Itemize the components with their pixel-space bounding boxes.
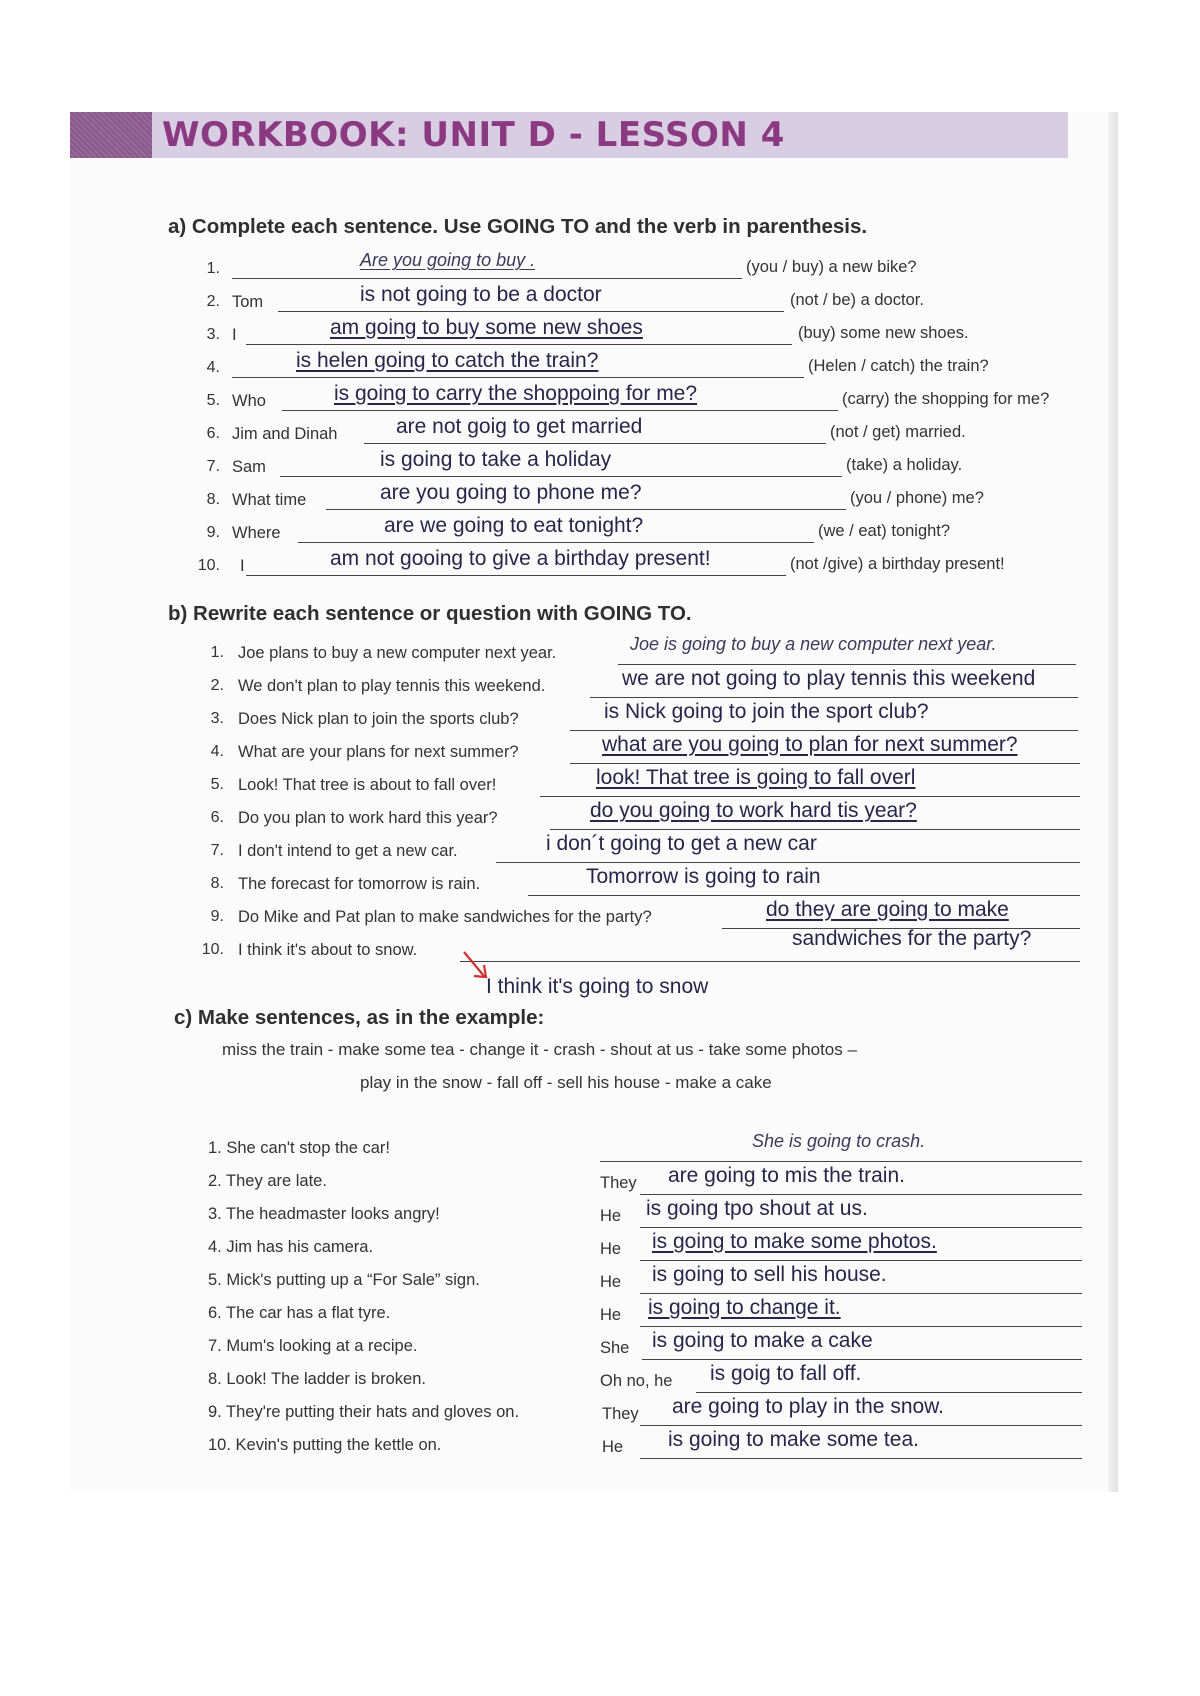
answer-line [246, 344, 792, 345]
section-b-heading: b) Rewrite each sentence or question with GOING TO. [168, 602, 692, 625]
original-sentence: The forecast for tomorrow is rain. [238, 875, 481, 893]
answer-line [232, 278, 742, 279]
handwritten-answer: sandwiches for the party? [792, 927, 1032, 950]
answer-line [496, 862, 1080, 863]
handwritten-answer: do you going to work hard tis year? [590, 799, 917, 822]
answer-line [640, 1458, 1082, 1459]
situation-prompt: 3. The headmaster looks angry! [208, 1205, 440, 1223]
answer-line [618, 664, 1076, 665]
verb-hint: (we / eat) tonight? [818, 522, 951, 540]
question-prefix: I [232, 326, 237, 344]
handwritten-answer: do they are going to make [766, 898, 1009, 921]
question-number: 1. [206, 260, 220, 277]
original-sentence: Do Mike and Pat plan to make sandwiches for the party? [238, 908, 652, 926]
verb-hint: (buy) some new shoes. [798, 324, 969, 342]
answer-line [246, 575, 786, 576]
handwritten-answer: is going to change it. [648, 1296, 841, 1319]
sentence-subject: He [600, 1207, 622, 1225]
sentence-subject: They [602, 1405, 639, 1423]
answer-line [528, 895, 1080, 896]
answer-line [550, 829, 1080, 830]
handwritten-answer: Tomorrow is going to rain [586, 865, 821, 888]
answer-line [642, 1359, 1082, 1360]
answer-line [640, 1293, 1082, 1294]
original-sentence: Do you plan to work hard this year? [238, 809, 498, 827]
question-number: 8. [210, 875, 224, 892]
handwritten-answer: is going to make some tea. [668, 1428, 919, 1451]
handwritten-answer: are going to play in the snow. [672, 1395, 945, 1418]
question-prefix: Tom [232, 293, 264, 311]
answer-line [278, 311, 784, 312]
handwritten-answer: is Nick going to join the sport club? [604, 700, 929, 723]
answer-line [280, 476, 842, 477]
handwritten-answer: what are you going to plan for next summer? [602, 733, 1018, 756]
sentence-subject: He [600, 1273, 622, 1291]
verb-hint: (carry) the shopping for me? [842, 390, 1050, 408]
verb-hint: (not / be) a doctor. [790, 291, 924, 309]
answer-line [364, 443, 826, 444]
original-sentence: Joe plans to buy a new computer next year. [238, 644, 557, 662]
page-edge-shadow [1108, 112, 1118, 1492]
question-prefix: Jim and Dinah [232, 425, 338, 443]
question-prefix: I [240, 557, 245, 575]
handwritten-answer: look! That tree is going to fall overl [596, 766, 916, 789]
sentence-subject: Oh no, he [600, 1372, 673, 1390]
situation-prompt: 2. They are late. [208, 1172, 327, 1190]
answer-line [600, 1161, 1082, 1162]
situation-prompt: 7. Mum's looking at a recipe. [208, 1337, 418, 1355]
situation-prompt: 6. The car has a flat tyre. [208, 1304, 391, 1322]
handwritten-answer: are not goig to get married [396, 415, 643, 438]
question-number: 3. [210, 710, 224, 727]
title-tab-decoration [70, 112, 152, 158]
verb-hint: (Helen / catch) the train? [808, 357, 989, 375]
answer-line [570, 730, 1078, 731]
question-prefix: Who [232, 392, 266, 410]
handwritten-answer: is not going to be a doctor [360, 283, 602, 306]
question-number: 7. [206, 458, 220, 475]
question-number: 8. [206, 491, 220, 508]
handwritten-answer: am not gooing to give a birthday present! [330, 547, 711, 570]
answer-line [540, 796, 1080, 797]
question-number: 10. [201, 941, 224, 958]
handwritten-answer: She is going to crash. [752, 1131, 926, 1151]
question-number: 4. [206, 359, 220, 376]
section-b-extra-answer: I think it's going to snow [486, 975, 709, 998]
original-sentence: Does Nick plan to join the sports club? [238, 710, 519, 728]
section-a-heading: a) Complete each sentence. Use GOING TO and the verb in parenthesis. [168, 215, 868, 238]
answer-line [298, 542, 814, 543]
sentence-subject: He [600, 1306, 622, 1324]
question-number: 2. [206, 293, 220, 310]
verb-hint: (not / get) married. [830, 423, 966, 441]
situation-prompt: 4. Jim has his camera. [208, 1238, 374, 1256]
question-number: 4. [210, 743, 224, 760]
original-sentence: I don't intend to get a new car. [238, 842, 458, 860]
verb-hint: (you / phone) me? [850, 489, 984, 507]
question-prefix: What time [232, 491, 307, 509]
question-number: 7. [210, 842, 224, 859]
verb-hint: (you / buy) a new bike? [746, 258, 917, 276]
situation-prompt: 9. They're putting their hats and gloves on. [208, 1403, 520, 1421]
question-prefix: Sam [232, 458, 266, 476]
answer-line [590, 697, 1078, 698]
handwritten-answer: is going tpo shout at us. [646, 1197, 868, 1220]
question-number: 9. [206, 524, 220, 541]
original-sentence: We don't plan to play tennis this weekend. [238, 677, 546, 695]
answer-line [282, 410, 838, 411]
handwritten-answer: are going to mis the train. [668, 1164, 905, 1187]
handwritten-answer: Are you going to buy . [360, 250, 536, 270]
question-number: 5. [206, 392, 220, 409]
handwritten-answer: is goig to fall off. [710, 1362, 862, 1385]
question-number: 1. [210, 644, 224, 661]
question-prefix: Where [232, 524, 281, 542]
situation-prompt: 10. Kevin's putting the kettle on. [208, 1436, 442, 1454]
handwritten-answer: is going to sell his house. [652, 1263, 887, 1286]
answer-line [640, 1227, 1082, 1228]
question-number: 5. [210, 776, 224, 793]
handwritten-answer: we are not going to play tennis this weekend [622, 667, 1036, 690]
sentence-subject: He [602, 1438, 624, 1456]
answer-line [640, 1425, 1082, 1426]
question-number: 6. [210, 809, 224, 826]
situation-prompt: 1. She can't stop the car! [208, 1139, 391, 1157]
verb-hint: (not /give) a birthday present! [790, 555, 1005, 573]
sentence-subject: They [600, 1174, 637, 1192]
original-sentence: Look! That tree is about to fall over! [238, 776, 497, 794]
sentence-subject: She [600, 1339, 630, 1357]
word-bank-line-2: play in the snow - fall off - sell his house - make a cake [360, 1073, 772, 1092]
section-c-heading: c) Make sentences, as in the example: [174, 1006, 545, 1029]
page-title: WORKBOOK: UNIT D - LESSON 4 [162, 115, 785, 155]
question-number: 9. [210, 908, 224, 925]
original-sentence: What are your plans for next summer? [238, 743, 519, 761]
handwritten-answer: is going to make some photos. [652, 1230, 937, 1253]
situation-prompt: 8. Look! The ladder is broken. [208, 1370, 426, 1388]
sentence-subject: He [600, 1240, 622, 1258]
handwritten-answer: is going to make a cake [652, 1329, 873, 1352]
handwritten-answer: i don´t going to get a new car [546, 832, 817, 855]
answer-line [640, 1260, 1082, 1261]
answer-line [696, 1392, 1082, 1393]
handwritten-answer: is going to take a holiday [380, 448, 612, 471]
handwritten-answer: are we going to eat tonight? [384, 514, 644, 537]
question-number: 10. [197, 557, 220, 574]
answer-line [232, 377, 804, 378]
answer-line [460, 961, 1080, 962]
answer-line [570, 763, 1080, 764]
situation-prompt: 5. Mick's putting up a “For Sale” sign. [208, 1271, 480, 1289]
handwritten-answer: Joe is going to buy a new computer next year. [630, 634, 997, 654]
handwritten-answer: am going to buy some new shoes [330, 316, 643, 339]
original-sentence: I think it's about to snow. [238, 941, 418, 959]
word-bank-line-1: miss the train - make some tea - change it - crash - shout at us - take some photos – [222, 1040, 857, 1059]
question-number: 3. [206, 326, 220, 343]
verb-hint: (take) a holiday. [846, 456, 963, 474]
answer-line [640, 1326, 1082, 1327]
question-number: 2. [210, 677, 224, 694]
handwritten-answer: are you going to phone me? [380, 481, 642, 504]
answer-line [640, 1194, 1082, 1195]
question-number: 6. [206, 425, 220, 442]
answer-line [326, 509, 846, 510]
handwritten-answer: is helen going to catch the train? [296, 349, 599, 372]
handwritten-answer: is going to carry the shoppoing for me? [334, 382, 698, 405]
